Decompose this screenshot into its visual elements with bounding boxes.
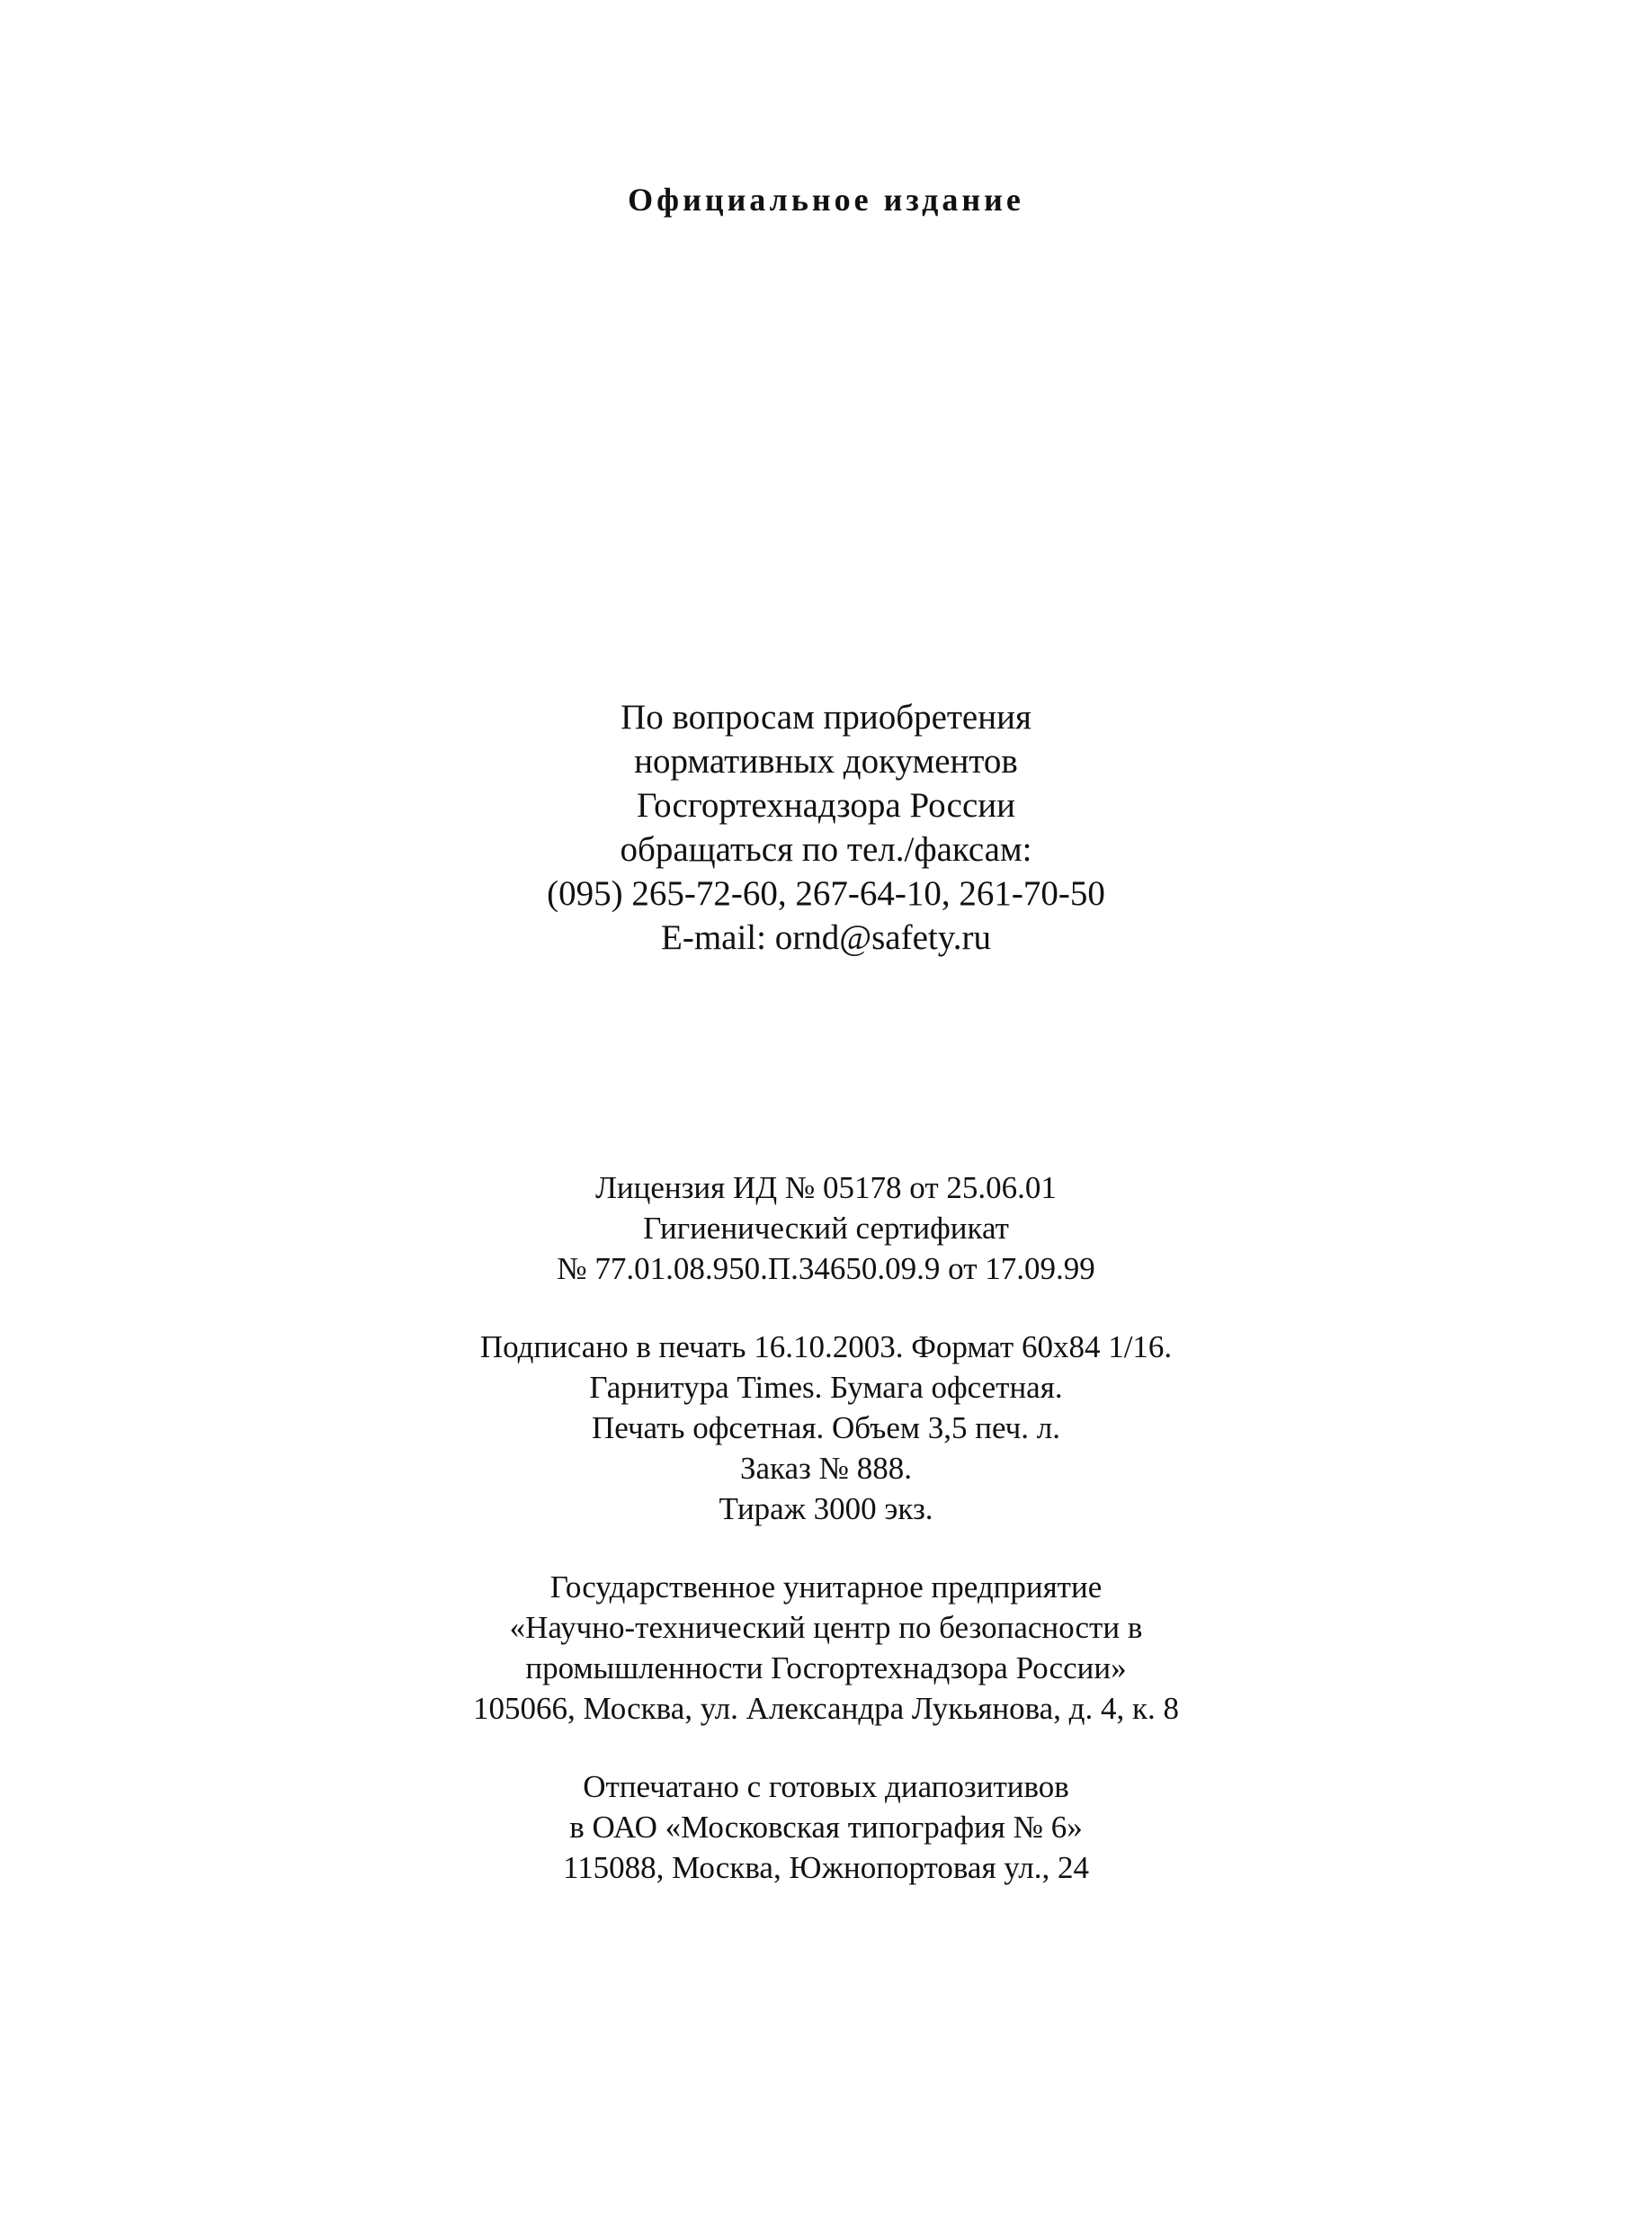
printer-block (0, 1766, 1652, 1888)
publisher-line: «Научно-технический центр по безопасности в (509, 1610, 1143, 1645)
printer-line: в ОАО «Московская типография № 6» (569, 1810, 1083, 1845)
contacts-line: нормативных документов (634, 742, 1018, 781)
print-info-line: Печать офсетная. Объем 3,5 печ. л. (592, 1410, 1060, 1445)
license-block (0, 1167, 1652, 1289)
print-info-line: Гарнитура Times. Бумага офсетная. (589, 1370, 1063, 1405)
print-info-block (0, 1327, 1652, 1529)
contacts-line: Госгортехнадзора России (636, 786, 1016, 825)
print-info-line: Подписано в печать 16.10.2003. Формат 60x84 1/16. (479, 1329, 1173, 1364)
phone-numbers: (095) 265-72-60, 267-64-10, 261-70-50 (547, 874, 1105, 913)
publisher-line: промышленности Госгортехнадзора России» (525, 1650, 1127, 1685)
publisher-address: 105066, Москва, ул. Александра Лукьянова, д. 4, к. 8 (473, 1691, 1179, 1726)
email-line: E-mail: ornd@safety.ru (661, 918, 991, 957)
publisher-block (0, 1567, 1652, 1729)
contacts-line: обращаться по тел./факсам: (620, 830, 1032, 869)
print-run: Тираж 3000 экз. (719, 1491, 933, 1526)
certificate-number: № 77.01.08.950.П.34650.09.9 от 17.09.99 (557, 1251, 1095, 1286)
contacts-line: По вопросам приобретения (621, 698, 1031, 737)
order-number: Заказ № 888. (739, 1451, 913, 1486)
official-edition-heading: Официальное издание (628, 182, 1024, 218)
publisher-line: Государственное унитарное предприятие (549, 1569, 1103, 1605)
certificate-title: Гигиенический сертификат (643, 1211, 1009, 1246)
license-line: Лицензия ИД № 05178 от 25.06.01 (595, 1170, 1057, 1205)
printer-line: Отпечатано с готовых диапозитивов (583, 1769, 1069, 1804)
printer-address: 115088, Москва, Южнопортовая ул., 24 (562, 1850, 1089, 1885)
purchase-contacts-block (0, 695, 1652, 960)
